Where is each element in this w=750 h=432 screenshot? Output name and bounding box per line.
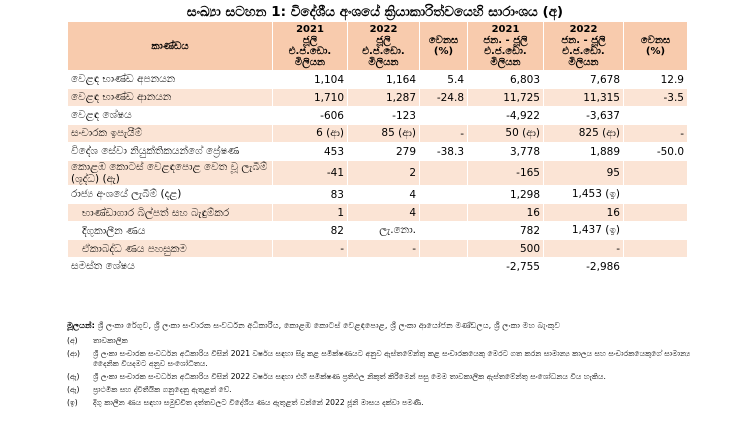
table-row: විදේශ සේවා නියුක්තිකයන්ගේ ප්‍රේෂණ 453 279 -38.3 3,778 1,889 -50.0 (68, 143, 688, 161)
note-item: (ඉ) දිගු කාලීන ණය සඳහා සමුච්චිත දත්තවලට විදේශීය ණය ඇතුළත් වන්නේ 2022 ජූනි මාසය දක්වා පමණි. (67, 398, 424, 407)
table-row: ඒකාබද්ධ ණය පහසුකම - - 500 - (68, 240, 688, 258)
row-label: රාජ්‍ය අංශයේ ලැබීම් (දළ) (68, 186, 273, 204)
row-label: භාණ්ඩාගාර බිල්පත් සහ බැඳුම්කර (68, 204, 273, 222)
note-item: (ඇ) ප්‍රාථමික සහ ද්විතීයික ගනුදෙනු ඇතුළත් වේ. (67, 385, 232, 394)
header-jan-jul-2021: 2021 ජන. - ජූලි එ.ජ.ඩො. මිලියන (468, 22, 544, 71)
header-change-jan-jul: වෙනස (%) (624, 22, 688, 71)
header-change-jul: වෙනස (%) (420, 22, 468, 71)
header-row (68, 22, 688, 71)
header-category: කාණ්ඩය (68, 22, 273, 71)
table-row: වෙළඳ ශේෂය -606 -123 -4,922 -3,637 (68, 107, 688, 125)
table-row: සංචාරක ඉපැයීම් 6 (ආ) 85 (ආ) - 50 (ආ) 825 (ආ) - (68, 125, 688, 143)
row-label: ඒකාබද්ධ ණය පහසුකම (68, 240, 273, 258)
table-row: රාජ්‍ය අංශයේ ලැබීම් (දළ) 83 4 1,298 1,453 (ඉ) (68, 186, 688, 204)
table-row: සමස්ත ශේෂය -2,755 -2,986 (68, 258, 688, 276)
row-label: වෙළඳ භාණ්ඩ අපනයන (68, 71, 273, 89)
header-jul-2021: 2021 ජූලි එ.ජ.ඩො. මිලියන (273, 22, 348, 71)
summary-table (67, 21, 688, 276)
note-item: (අ) තාවකාලික (67, 336, 128, 345)
row-label: විදේශ සේවා නියුක්තිකයන්ගේ ප්‍රේෂණ (68, 143, 273, 161)
source-line: මූලයන්: ශ්‍රී ලංකා රේගුව, ශ්‍රී ලංකා සංචාරක සංවර්ධන අධිකාරිය, කොළඹ කොටස් වෙළඳපොළ, ශ්‍රී ලංකා ආයෝජන මණ්ඩලය, ශ්‍රී ලංකා මහ බැංකුව (67, 320, 561, 330)
row-label: සංචාරක ඉපැයීම් (68, 125, 273, 143)
row-label: දිගුකාලීන ණය (68, 222, 273, 240)
row-label: වෙළඳ ශේෂය (68, 107, 273, 125)
note-item: (ආ) ශ්‍රී ලංකා සංචාරක සංවර්ධන අධිකාරිය විසින් 2021 වර්ෂය සඳහා සිදු කළ සමීක්ෂණයට අනුව ඇස්තමේන්තු කළ සංචාරකයෙකු මෙරට ගත කරන සාමාන්‍ය කාලය සහ සංචාරකයෙකුගේ සාමාන්‍ය දෛනික වියදමට අනුව සංශෝධිතය. (67, 349, 691, 368)
table-row: දිගුකාලීන ණය 82 ලැ.නො. 782 1,437 (ඉ) (68, 222, 688, 240)
header-jan-jul-2022: 2022 ජන. - ජූලි එ.ජ.ඩො. මිලියන (544, 22, 624, 71)
note-item: (ඇ) ශ්‍රී ලංකා සංචාරක සංවර්ධන අධිකාරිය විසින් 2022 වර්ෂය සඳහා එහි සමීක්ෂණ ප්‍රතිඵල නිකුත් කිරීමෙන් පසු මෙම තාවකාලික ඇස්තමේන්තු සංශෝධනය විය හැකිය. (67, 372, 606, 381)
table-row: වෙළඳ භාණ්ඩ අපනයන 1,104 1,164 5.4 6,803 7,678 12.9 (68, 71, 688, 89)
table-row: වෙළඳ භාණ්ඩ ආනයන 1,710 1,287 -24.8 11,725 11,315 -3.5 (68, 89, 688, 107)
table-row: භාණ්ඩාගාර බිල්පත් සහ බැඳුම්කර 1 4 16 16 (68, 204, 688, 222)
row-label: කොළඹ කොටස් වෙළඳපොළ වෙත වූ ලැබීම් (ශුද්ධ) (ඇ) (68, 161, 273, 186)
row-label: වෙළඳ භාණ්ඩ ආනයන (68, 89, 273, 107)
row-label: සමස්ත ශේෂය (68, 258, 273, 276)
table-title: සංඛ්‍යා සටහන 1: විදේශීය අංශයේ ක්‍රියාකාරිත්වයෙහි සාරාංශය (අ) (186, 4, 564, 20)
table-row: කොළඹ කොටස් වෙළඳපොළ වෙත වූ ලැබීම් (ශුද්ධ) (ඇ) -41 2 -165 95 (68, 161, 688, 186)
header-jul-2022: 2022 ජූලි එ.ජ.ඩො. මිලියන (348, 22, 420, 71)
table-notes (67, 320, 707, 411)
